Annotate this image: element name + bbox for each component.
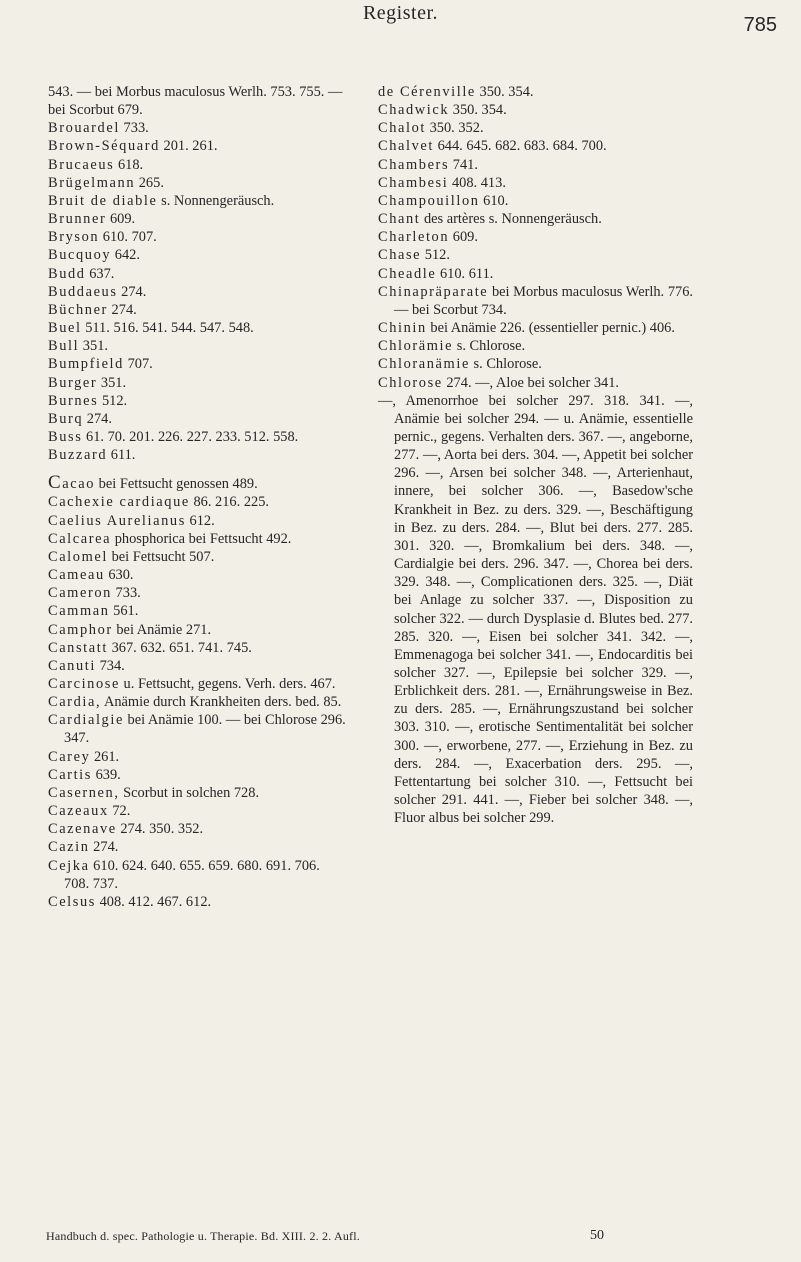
entry-references: 734. <box>95 657 125 674</box>
index-entry <box>378 374 693 392</box>
index-entry <box>378 228 693 246</box>
index-entry <box>48 192 348 210</box>
index-entry <box>378 174 693 192</box>
entry-term: Calcarea <box>48 530 112 547</box>
index-entry <box>378 246 693 264</box>
entry-references: 618. <box>114 156 144 173</box>
entry-term: Cazenave <box>48 821 117 838</box>
index-entry <box>48 621 348 639</box>
index-entry <box>48 301 348 319</box>
right-column <box>378 83 693 827</box>
index-entry <box>48 428 348 446</box>
entry-references: 733. <box>111 585 141 602</box>
index-entry <box>48 566 348 584</box>
entry-term: Chlorose <box>378 374 443 391</box>
entry-references: s. Chlorose. <box>453 338 526 355</box>
entry-references: bei Fettsucht genossen 489. <box>95 476 258 493</box>
entry-term: Cameau <box>48 567 105 584</box>
entry-references: 609. <box>106 211 136 228</box>
entry-references: bei Anämie 100. — bei Chlorose 296. 347. <box>64 712 346 747</box>
index-entry <box>48 83 348 119</box>
entry-term: Burger <box>48 374 98 391</box>
index-entry <box>378 265 693 283</box>
entry-references: 351. <box>97 374 127 391</box>
entry-term: Bumpfield <box>48 356 124 373</box>
entry-references: 644. 645. 682. 683. 684. 700. <box>433 138 607 155</box>
entry-references: 630. <box>104 567 134 584</box>
entry-term: Chinin <box>378 320 427 337</box>
index-entry <box>48 210 348 228</box>
entry-term: Buzzard <box>48 447 108 464</box>
index-entry <box>378 119 693 137</box>
entry-references: 610. <box>479 192 509 209</box>
entry-term: Buel <box>48 320 82 337</box>
entry-term: Chase <box>378 247 422 264</box>
entry-references: 543. — bei Morbus maculosus Werlh. 753. 755. — bei Scorbut 679. <box>48 84 343 119</box>
footer-citation: Handbuch d. spec. Pathologie u. Therapie. Bd. XIII. 2. 2. Aufl. <box>46 1229 360 1243</box>
index-entry <box>48 119 348 137</box>
index-entry <box>48 675 348 693</box>
entry-references: 612. <box>185 512 215 529</box>
entry-term: Cartis <box>48 766 92 783</box>
entry-references: 61. 70. 201. 226. 227. 233. 512. 558. <box>82 428 299 445</box>
entry-term: Chalot <box>378 120 426 137</box>
index-entry <box>378 355 693 373</box>
entry-references: s. Nonnengeräusch. <box>157 192 275 209</box>
index-entry <box>378 392 693 828</box>
entry-references: 707. <box>123 356 153 373</box>
entry-references: Scorbut in solchen 728. <box>119 784 260 801</box>
entry-references: bei Anämie 226. (essentieller pernic.) 406. <box>426 320 675 337</box>
entry-references: 561. <box>109 603 139 620</box>
entry-references: 408. 412. 467. 612. <box>95 893 212 910</box>
index-entry <box>48 748 348 766</box>
entry-references: 512. <box>98 392 128 409</box>
entry-term: Champouillon <box>378 192 480 209</box>
entry-references: 261. <box>90 748 120 765</box>
entry-term: Chadwick <box>378 102 450 119</box>
entry-term: Carey <box>48 748 91 765</box>
index-entry <box>378 210 693 228</box>
entry-term: Burq <box>48 410 84 427</box>
entry-term: Cazin <box>48 839 90 856</box>
entry-term: Chambers <box>378 156 450 173</box>
entry-term: Cachexie cardiaque <box>48 494 190 511</box>
entry-references: des artères s. Nonnengeräusch. <box>420 211 602 228</box>
entry-term: Chinapräparate <box>378 283 489 300</box>
index-entry <box>48 474 348 493</box>
entry-term: Chant <box>378 211 421 228</box>
entry-term: Bryson <box>48 229 100 246</box>
index-entry <box>48 283 348 301</box>
entry-references: —, Amenorrhoe bei solcher 297. 318. 341. —, Anämie bei solcher 294. — u. Anämie, essentielle pernic., gegens. Verhalten ders. 367. —, angeborne, 277. —, Aorta bei ders. 304. —, Appetit bei solcher 296. —, Arsen bei solcher 348. —, Arterienhaut, innere, bei solcher 306. —, Basedow'sche Krankheit in Bez. zu ders. 329. —, Beschäftigung in Bez. zu ders. 284. —, Blut bei ders. 277. 285. 301. 320. —, Bromkalium bei ders. 348. —, Cardialgie bei ders. 296. 347. —, Chorea bei ders. 329. 348. —, Complicationen ders. 325. —, Diät bei Anlage zu solcher 337. —, Disposition zu solcher 322. — durch Dysplasie d. Blutes bed. 277. 285. 320. —, Eisen bei solcher 341. 342. —, Emmenagoga bei solcher 341. —, Endocarditis bei solcher 327. —, Epilepsie bei solcher 329. —, Erblichkeit ders. 281. —, Ernährungsweise in Bez. zu ders. 285. —, Ernährungszustand bei solcher 303. 310. —, erotische Sentimentalität bei solcher 300. —, erworbene, 277. —, Erziehung in Bez. zu ders. 284. —, Exacerbation ders. 295. —, Fettentartung bei solcher 310. —, Fettsucht bei solcher 291. 441. —, Fieber bei solcher 348. —, Fluor albus bei solcher 299. <box>378 392 693 827</box>
entry-term: Camphor <box>48 621 113 638</box>
entry-term: Calomel <box>48 548 108 565</box>
index-entry <box>48 893 348 911</box>
entry-references: 274. 350. 352. <box>116 821 204 838</box>
index-entry <box>378 192 693 210</box>
entry-term: Bucquoy <box>48 247 112 264</box>
entry-references: bei Morbus maculosus Werlh. 776. — bei Scorbut 734. <box>394 283 693 318</box>
index-entry <box>378 319 693 337</box>
entry-term: Chambesi <box>378 174 449 191</box>
index-entry <box>48 355 348 373</box>
entry-references: 350. 354. <box>449 102 507 119</box>
entry-term: Cejka <box>48 857 90 874</box>
entry-references: 265. <box>135 174 164 191</box>
entry-references: 610. 707. <box>99 229 157 246</box>
index-entry <box>378 283 693 319</box>
entry-term: Cardia, <box>48 694 102 711</box>
index-entry <box>378 83 693 101</box>
entry-references: bei Fettsucht 507. <box>107 548 215 565</box>
entry-references: 367. 632. 651. 741. 745. <box>107 639 252 656</box>
index-entry <box>48 584 348 602</box>
index-entry <box>48 602 348 620</box>
entry-term: de Cérenville <box>378 84 476 100</box>
entry-term: Bull <box>48 338 80 355</box>
index-entry <box>48 228 348 246</box>
entry-references: 741. <box>449 156 478 173</box>
entry-references: 610. 611. <box>436 265 494 282</box>
entry-term: Brunner <box>48 211 107 228</box>
page-number: 785 <box>743 14 777 36</box>
footer-signature: 50 <box>590 1228 604 1243</box>
entry-term: Budd <box>48 265 86 282</box>
entry-term: Büchner <box>48 301 108 318</box>
entry-term: Cacao <box>48 472 96 494</box>
entry-references: 611. <box>107 447 136 464</box>
entry-term: Canuti <box>48 657 96 674</box>
index-entry <box>48 802 348 820</box>
entry-term: Camman <box>48 603 110 620</box>
index-entry <box>48 657 348 675</box>
entry-references: 201. 261. <box>159 138 218 155</box>
entry-term: Burnes <box>48 392 99 409</box>
index-entry <box>48 319 348 337</box>
index-entry <box>48 639 348 657</box>
index-entry <box>378 101 693 119</box>
entry-references: 733. <box>119 120 149 137</box>
index-entry <box>378 137 693 155</box>
entry-references: bei Anämie 271. <box>112 621 212 638</box>
entry-references: 274. <box>107 301 137 318</box>
index-entry <box>48 337 348 355</box>
entry-term: Canstatt <box>48 639 108 656</box>
entry-term: Brügelmann <box>48 174 136 191</box>
entry-references: 274. <box>83 410 112 427</box>
index-entry <box>378 156 693 174</box>
entry-term: Casernen, <box>48 784 120 801</box>
index-entry <box>48 548 348 566</box>
index-entry <box>48 693 348 711</box>
entry-references: 350. 352. <box>425 120 484 137</box>
index-entry <box>48 174 348 192</box>
entry-references: u. Fettsucht, gegens. Verh. ders. 467. <box>119 676 336 692</box>
entry-references: 609. <box>449 229 478 246</box>
entry-references: 274. <box>89 839 119 856</box>
left-column <box>48 83 348 911</box>
index-entry <box>48 265 348 283</box>
entry-term: Brouardel <box>48 120 120 137</box>
index-entry <box>48 820 348 838</box>
entry-term: Chloranämie <box>378 356 470 373</box>
index-entry <box>48 857 348 893</box>
entry-references: 86. 216. 225. <box>189 494 270 511</box>
entry-references: 642. <box>111 247 140 264</box>
entry-references: Anämie durch Krankheiten ders. bed. 85. <box>101 694 342 711</box>
index-entry <box>48 711 348 747</box>
entry-references: 511. 516. 541. 544. 547. 548. <box>81 320 254 337</box>
entry-references: phosphorica bei Fettsucht 492. <box>111 530 292 547</box>
index-entry <box>48 156 348 174</box>
index-entry <box>48 493 348 511</box>
entry-references: 350. 354. <box>475 84 534 100</box>
entry-term: Buddaeus <box>48 283 118 300</box>
index-entry <box>48 137 348 155</box>
entry-references: 274. —, Aloe bei solcher 341. <box>442 374 620 391</box>
index-entry <box>48 374 348 392</box>
page-title: Register. <box>362 2 439 24</box>
entry-term: Cameron <box>48 585 112 602</box>
index-entry <box>48 410 348 428</box>
entry-term: Carcinose <box>48 676 120 692</box>
entry-references: 639. <box>91 766 121 783</box>
entry-term: Chalvet <box>378 138 434 155</box>
entry-term: Bruit de diable <box>48 192 158 209</box>
index-entry <box>48 530 348 548</box>
entry-term: Cazeaux <box>48 803 109 820</box>
entry-references: 637. <box>85 265 115 282</box>
entry-term: Cheadle <box>378 265 437 282</box>
entry-references: 351. <box>79 338 108 355</box>
index-entry <box>48 392 348 410</box>
entry-term: Chlorämie <box>378 338 454 355</box>
entry-term: Celsus <box>48 893 96 910</box>
entry-term: Caelius Aurelianus <box>48 512 186 529</box>
entry-references: 72. <box>108 803 131 820</box>
entry-term: Brucaeus <box>48 156 115 173</box>
entry-term: Charleton <box>378 229 450 246</box>
entry-references: 274. <box>117 283 147 300</box>
entry-term: Buss <box>48 428 83 445</box>
index-entry <box>48 766 348 784</box>
entry-references: 610. 624. 640. 655. 659. 680. 691. 706. 708. 737. <box>64 857 320 892</box>
index-entry <box>48 246 348 264</box>
index-entry <box>48 512 348 530</box>
index-entry <box>48 784 348 802</box>
entry-references: 512. <box>421 247 450 264</box>
index-entry <box>48 446 348 464</box>
index-entry <box>378 337 693 355</box>
index-entry <box>48 838 348 856</box>
entry-term: Brown-Séquard <box>48 138 160 155</box>
entry-references: 408. 413. <box>448 174 506 191</box>
entry-term: Cardialgie <box>48 712 124 729</box>
entry-references: s. Chlorose. <box>469 356 542 373</box>
